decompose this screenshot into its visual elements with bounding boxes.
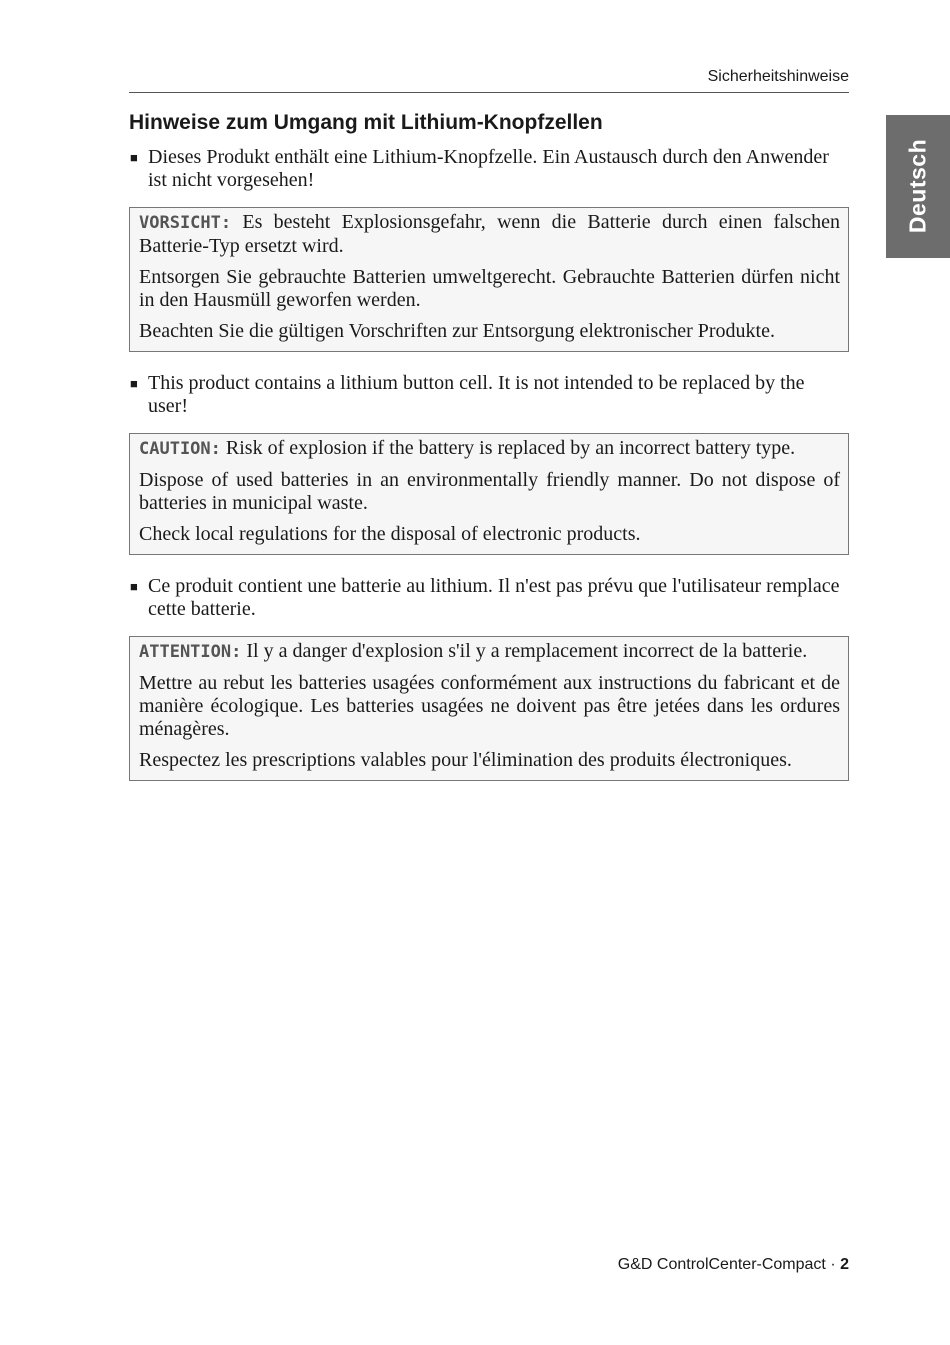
page-content — [129, 110, 849, 801]
language-tab-label: Deutsch — [904, 138, 931, 234]
notice-paragraph: Mettre au rebut les batteries usagées conformément aux instructions du fabricant et de manière écologique. Les batteries usagées ne doivent pas être jetées dans les ordures ménagères. — [139, 672, 840, 740]
language-tab — [886, 115, 950, 258]
notice-box-french — [129, 636, 849, 781]
section-title: Hinweise zum Umgang mit Lithium-Knopfzellen — [129, 111, 603, 134]
notice-paragraph: Entsorgen Sie gebrauchte Batterien umweltgerecht. Gebrauchte Batterien dürfen nicht in den Hausmüll geworfen werden. — [139, 266, 840, 311]
notice-label: CAUTION: — [139, 439, 221, 459]
notice-text: Risk of explosion if the battery is replaced by an incorrect battery type. — [220, 437, 796, 459]
page-footer — [618, 1256, 849, 1274]
square-bullet-icon: ■ — [130, 376, 138, 391]
page-header — [129, 66, 849, 93]
notice-paragraph: Check local regulations for the disposal of electronic products. — [139, 523, 641, 545]
bullet-text: Dieses Produkt enthält eine Lithium-Knopfzelle. Ein Austausch durch den Anwender ist nicht vorgesehen! — [148, 146, 829, 191]
notice-paragraph: Dispose of used batteries in an environmentally friendly manner. Do not dispose of batteries in municipal waste. — [139, 469, 840, 514]
notice-label: VORSICHT: — [139, 213, 232, 233]
notice-paragraph: Respectez les prescriptions valables pour l'élimination des produits électroniques. — [139, 749, 792, 771]
footer-product-name: G&D ControlCenter-Compact · — [617, 1256, 841, 1273]
notice-box-english — [129, 433, 849, 555]
page-number: 2 — [840, 1256, 849, 1273]
bullet-text: Ce produit contient une batterie au lithium. Il n'est pas prévu que l'utilisateur remplace cette batterie. — [148, 575, 840, 620]
notice-text: Es besteht Explosionsgefahr, wenn die Batterie durch einen falschen Batterie-Typ ersetzt wird. — [139, 211, 840, 257]
square-bullet-icon: ■ — [130, 150, 138, 165]
bullet-text: This product contains a lithium button cell. It is not intended to be replaced by the user! — [148, 372, 805, 417]
notice-paragraph: Beachten Sie die gültigen Vorschriften zur Entsorgung elektronischer Produkte. — [139, 320, 775, 342]
bullet-item-german — [129, 146, 849, 192]
notice-text: Il y a danger d'explosion s'il y a remplacement incorrect de la batterie. — [241, 640, 808, 662]
bullet-item-french — [129, 575, 849, 621]
notice-paragraph — [139, 640, 840, 664]
bullet-item-english — [129, 372, 849, 418]
running-title: Sicherheitshinweise — [707, 68, 849, 85]
notice-label: ATTENTION: — [139, 642, 242, 662]
square-bullet-icon: ■ — [130, 579, 138, 594]
notice-paragraph — [139, 211, 840, 258]
notice-paragraph — [139, 437, 840, 461]
notice-box-german — [129, 207, 849, 352]
